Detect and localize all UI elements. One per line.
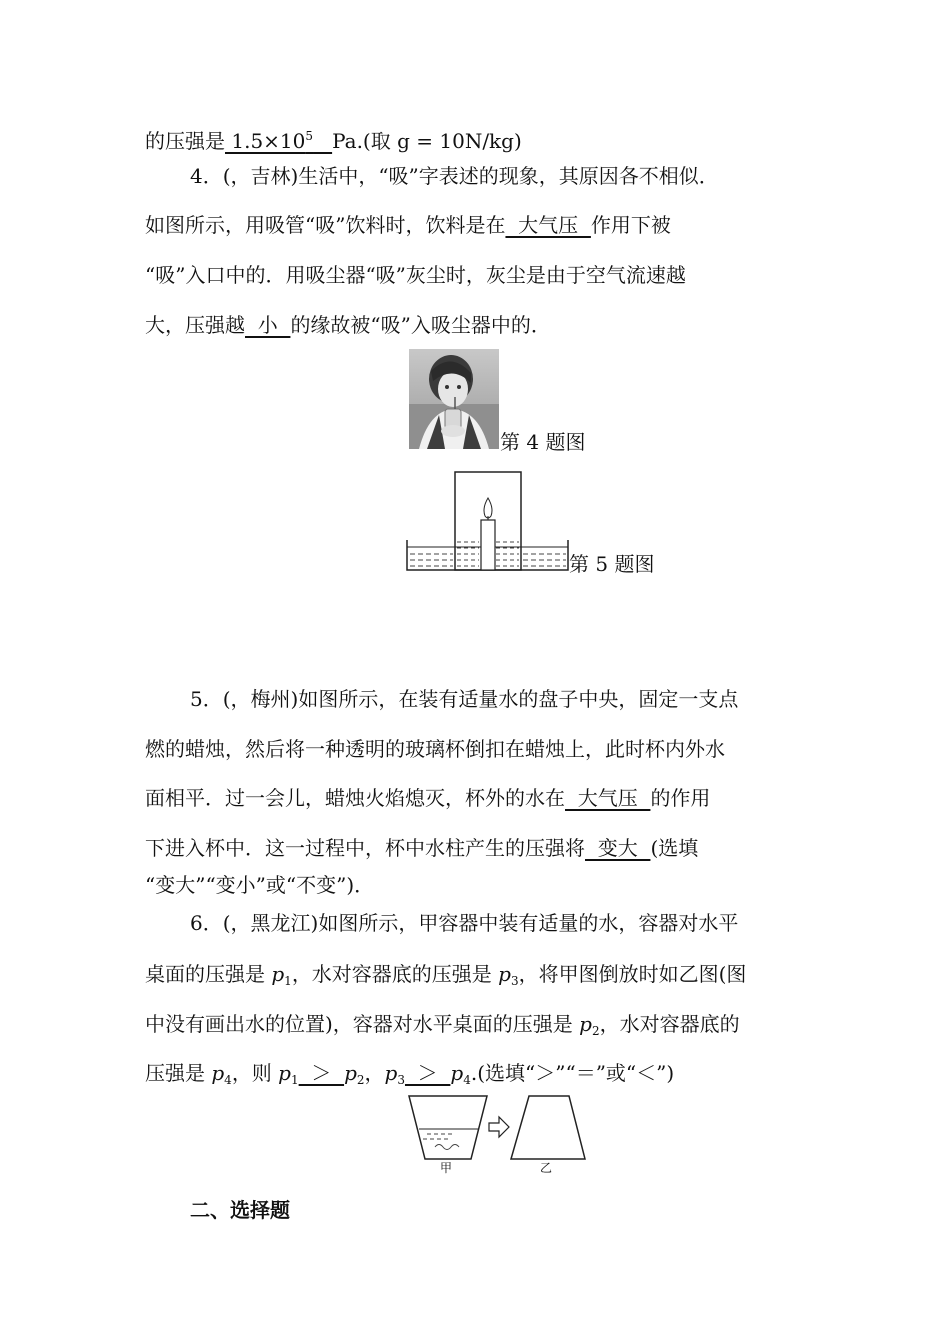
subscript: 3 (397, 1073, 405, 1087)
figure-4-caption: 第 4 题图 (500, 430, 586, 454)
q5-line-2: 燃的蜡烛，然后将一种透明的玻璃杯倒扣在蜡烛上，此时杯内外水 (145, 737, 725, 761)
text: ，将甲图倒放时如乙图(图 (518, 962, 747, 986)
q6-line-2 (145, 960, 746, 995)
var-p: p (384, 1061, 398, 1085)
text: 大，压强越 (145, 313, 245, 337)
var-p: p (271, 962, 285, 986)
answer-blank: 变大 (585, 836, 651, 860)
answer-value: 1.5×10 (225, 129, 306, 153)
subscript: 4 (463, 1073, 471, 1087)
text: 下进入杯中．这一过程中，杯中水柱产生的压强将 (145, 836, 585, 860)
text: 压强是 (145, 1061, 212, 1085)
text: ，水对容器底的压强是 (291, 962, 499, 986)
text: ，水对容器底的 (599, 1012, 740, 1036)
text: Pa.(取 g = 10N/kg) (332, 129, 522, 153)
text: 的缘故被“吸”入吸尘器中的． (290, 313, 551, 337)
q5-line-5: “变大”“变小”或“不变”)． (145, 873, 375, 897)
figure-4-photo (409, 349, 499, 453)
section-heading: 二、选择题 (190, 1198, 290, 1222)
q5-line-4 (145, 834, 698, 862)
text: 的压强是 (145, 129, 225, 153)
figure-5-diagram (405, 470, 570, 576)
subscript: 2 (356, 1073, 365, 1087)
answer-blank: ＞ (404, 1061, 451, 1085)
text: (选填 (650, 836, 699, 860)
q6-line-3 (145, 1010, 740, 1045)
exponent: 5 (305, 129, 314, 143)
q4-line-1: 4．(，吉林)生活中，“吸”字表述的现象，其原因各不相似． (190, 164, 719, 188)
subscript: 1 (284, 974, 292, 988)
subscript: 3 (510, 974, 519, 988)
figure-6-label-jia: 甲 (440, 1161, 453, 1175)
text: 中没有画出水的位置)，容器对水平桌面的压强是 (145, 1012, 580, 1036)
var-p: p (450, 1061, 464, 1085)
var-p: p (579, 1012, 592, 1036)
figure-6-diagram (405, 1093, 590, 1187)
answer-blank: 大气压 (505, 213, 591, 237)
text: 作用下被 (590, 213, 671, 237)
subscript: 1 (290, 1073, 299, 1087)
answer-blank (225, 129, 332, 153)
q4-line-3: “吸”入口中的．用吸尘器“吸”灰尘时，灰尘是由于空气流速越 (145, 263, 686, 287)
figure-6-label-yi: 乙 (540, 1161, 553, 1175)
answer-line-pressure (145, 122, 522, 155)
text: 桌面的压强是 (145, 962, 272, 986)
subscript: 2 (591, 1024, 600, 1038)
text: 面相平．过一会儿，蜡烛火焰熄灭，杯外的水在 (145, 786, 565, 810)
q5-line-3 (145, 784, 710, 812)
text: 如图所示，用吸管“吸”饮料时，饮料是在 (145, 213, 506, 237)
answer-blank: 大气压 (565, 786, 651, 810)
answer-blank: ＞ (298, 1061, 345, 1085)
figure-5-caption: 第 5 题图 (569, 552, 655, 576)
text: ， (364, 1061, 385, 1085)
text: ，则 (231, 1061, 279, 1085)
blank-tail (313, 129, 332, 153)
var-p: p (344, 1061, 357, 1085)
q4-line-2 (145, 211, 671, 239)
q6-line-1: 6．(，黑龙江)如图所示，甲容器中装有适量的水，容器对水平 (190, 911, 739, 935)
q6-line-4 (145, 1059, 674, 1094)
answer-blank: 小 (245, 313, 291, 337)
q5-line-1: 5．(，梅州)如图所示，在装有适量水的盘子中央，固定一支点 (190, 687, 739, 711)
var-p: p (498, 962, 511, 986)
q4-line-4 (145, 311, 551, 339)
var-p: p (211, 1061, 225, 1085)
subscript: 4 (224, 1073, 232, 1087)
var-p: p (278, 1061, 291, 1085)
text: 的作用 (650, 786, 711, 810)
text: .(选填“＞”“＝”或“＜”) (470, 1061, 675, 1085)
